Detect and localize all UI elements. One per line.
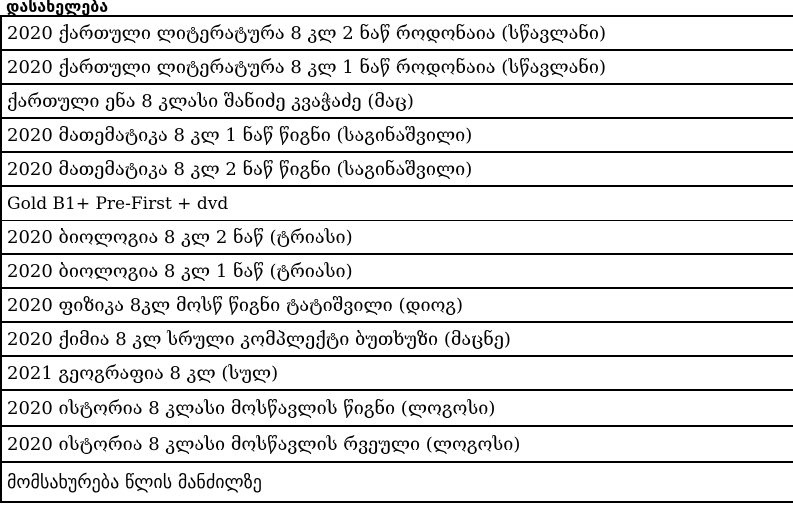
table-row: 2020 ქიმია 8 კლ სრული კომპლექტი ბუთხუზი (მაცნე)	[0, 323, 793, 357]
table-row: 2020 ისტორია 8 კლასი მოსწავლის წიგნი (ლოგოსი)	[0, 391, 793, 427]
table-body	[0, 17, 793, 503]
table-row: 2020 ისტორია 8 კლასი მოსწავლის რვეული (ლოგოსი)	[0, 427, 793, 463]
column-header: დასახელება	[0, 0, 793, 17]
table-row: ქართული ენა 8 კლასი შანიძე კვაჭაძე (მაც)	[0, 85, 793, 119]
table-row: Gold B1+ Pre-First + dvd	[0, 187, 793, 221]
table-row: 2020 მათემატიკა 8 კლ 2 ნაწ წიგნი (საგინაშვილი)	[0, 153, 793, 187]
table-row: 2020 ქართული ლიტერატურა 8 კლ 1 ნაწ როდონაია (სწავლანი)	[0, 51, 793, 85]
table-row: 2020 ფიზიკა 8კლ მოსწ წიგნი ტატიშვილი (დიოგ)	[0, 289, 793, 323]
table-row: 2021 გეოგრაფია 8 კლ (სულ)	[0, 357, 793, 391]
table-row: 2020 ბიოლოგია 8 კლ 2 ნაწ (ტრიასი)	[0, 221, 793, 255]
table-row: 2020 ქართული ლიტერატურა 8 კლ 2 ნაწ როდონაია (სწავლანი)	[0, 17, 793, 51]
table-row: მომსახურება წლის მანძილზე	[0, 463, 793, 503]
table-row: 2020 ბიოლოგია 8 კლ 1 ნაწ (ტრიასი)	[0, 255, 793, 289]
table-row: 2020 მათემატიკა 8 კლ 1 ნაწ წიგნი (საგინაშვილი)	[0, 119, 793, 153]
